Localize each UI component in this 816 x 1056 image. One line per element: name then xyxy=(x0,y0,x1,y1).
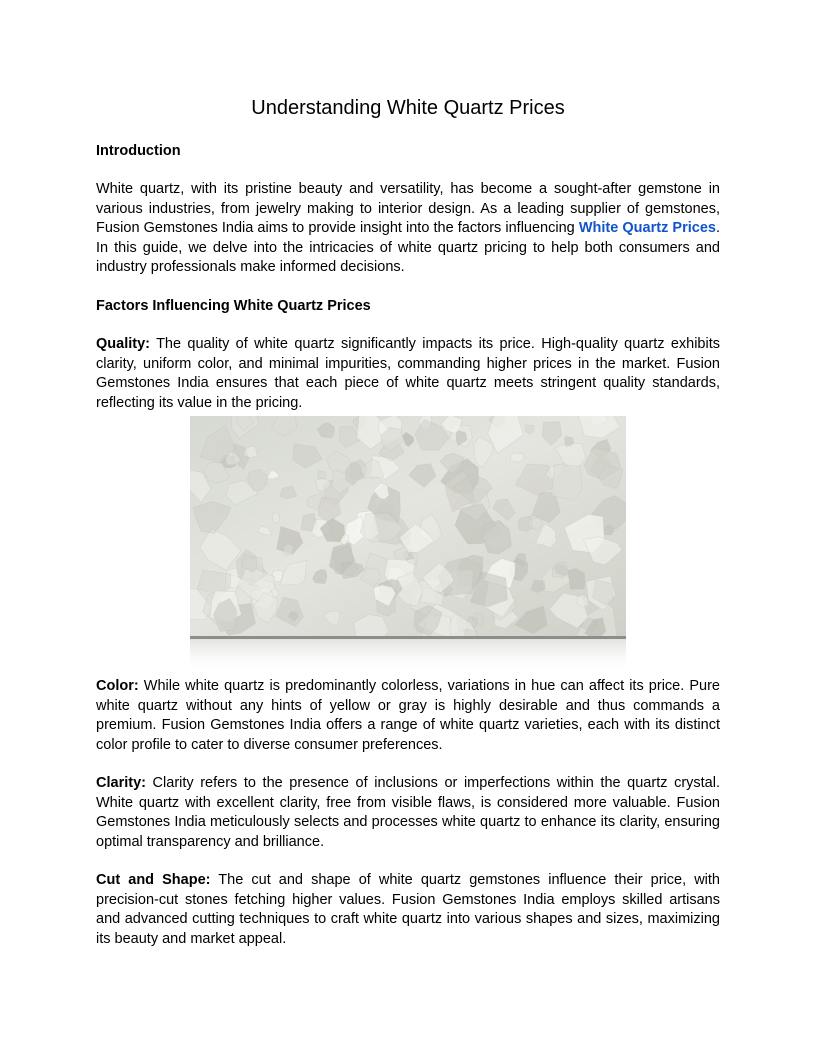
quality-paragraph xyxy=(96,335,720,413)
quartz-crystal xyxy=(283,544,293,556)
color-paragraph xyxy=(96,677,720,755)
page-title: Understanding White Quartz Prices xyxy=(251,97,565,119)
color-label: Color: xyxy=(96,678,139,694)
cut-shape-paragraph xyxy=(96,871,720,949)
clarity-text: Clarity refers to the presence of inclusions or imperfections within the quartz crystal. White quartz with excellent clarity, free from visible flaws, is considered more valuable. Fusion Gemstones India meticulously selects and processes white quartz to enhance its clarity, ensuring optimal transparency and brilliance. xyxy=(96,775,720,850)
clarity-label: Clarity: xyxy=(96,775,146,791)
intro-heading: Introduction xyxy=(96,143,181,159)
cut-shape-label: Cut and Shape: xyxy=(96,872,211,888)
quality-label: Quality: xyxy=(96,336,150,352)
clarity-paragraph xyxy=(96,774,720,852)
intro-text-start: White quartz, with its pristine beauty and versatility, has become a sought-after gemstone in various industries, from jewelry making to interior design. As a leading supplier of gemstones, Fusion Gemstones India aims to provide insight into the factors influencing xyxy=(96,181,720,236)
white-quartz-prices-link[interactable]: White Quartz Prices xyxy=(578,220,716,236)
quartz-crystal xyxy=(552,464,583,500)
intro-text-end: . In this guide, we delve into the intricacies of white quartz pricing to help both consumers and industry professionals make informed decisions. xyxy=(96,220,720,275)
white-quartz-slab-image xyxy=(190,416,626,674)
intro-paragraph xyxy=(96,180,720,278)
cut-shape-text: The cut and shape of white quartz gemstones influence their price, with precision-cut stones fetching higher values. Fusion Gemstones India employs skilled artisans and advanced cutting techniques to craft white quartz into various shapes and sizes, maximizing its beauty and market appeal. xyxy=(96,872,720,947)
color-text: While white quartz is predominantly colorless, variations in hue can affect its price. Pure white quartz without any hints of yellow or gray is highly desirable and thus commands a premium. Fusion Gemstones India offers a range of white quartz varieties, each with its distinct color profile to cater to diverse consumer preferences. xyxy=(96,678,720,753)
quality-text: The quality of white quartz significantly impacts its price. High-quality quartz exhibits clarity, uniform color, and minimal impurities, commanding higher prices in the market. Fusion Gemstones India ensures that each piece of white quartz meets stringent quality standards, reflecting its value in the pricing. xyxy=(96,336,720,411)
factors-heading: Factors Influencing White Quartz Prices xyxy=(96,298,371,314)
